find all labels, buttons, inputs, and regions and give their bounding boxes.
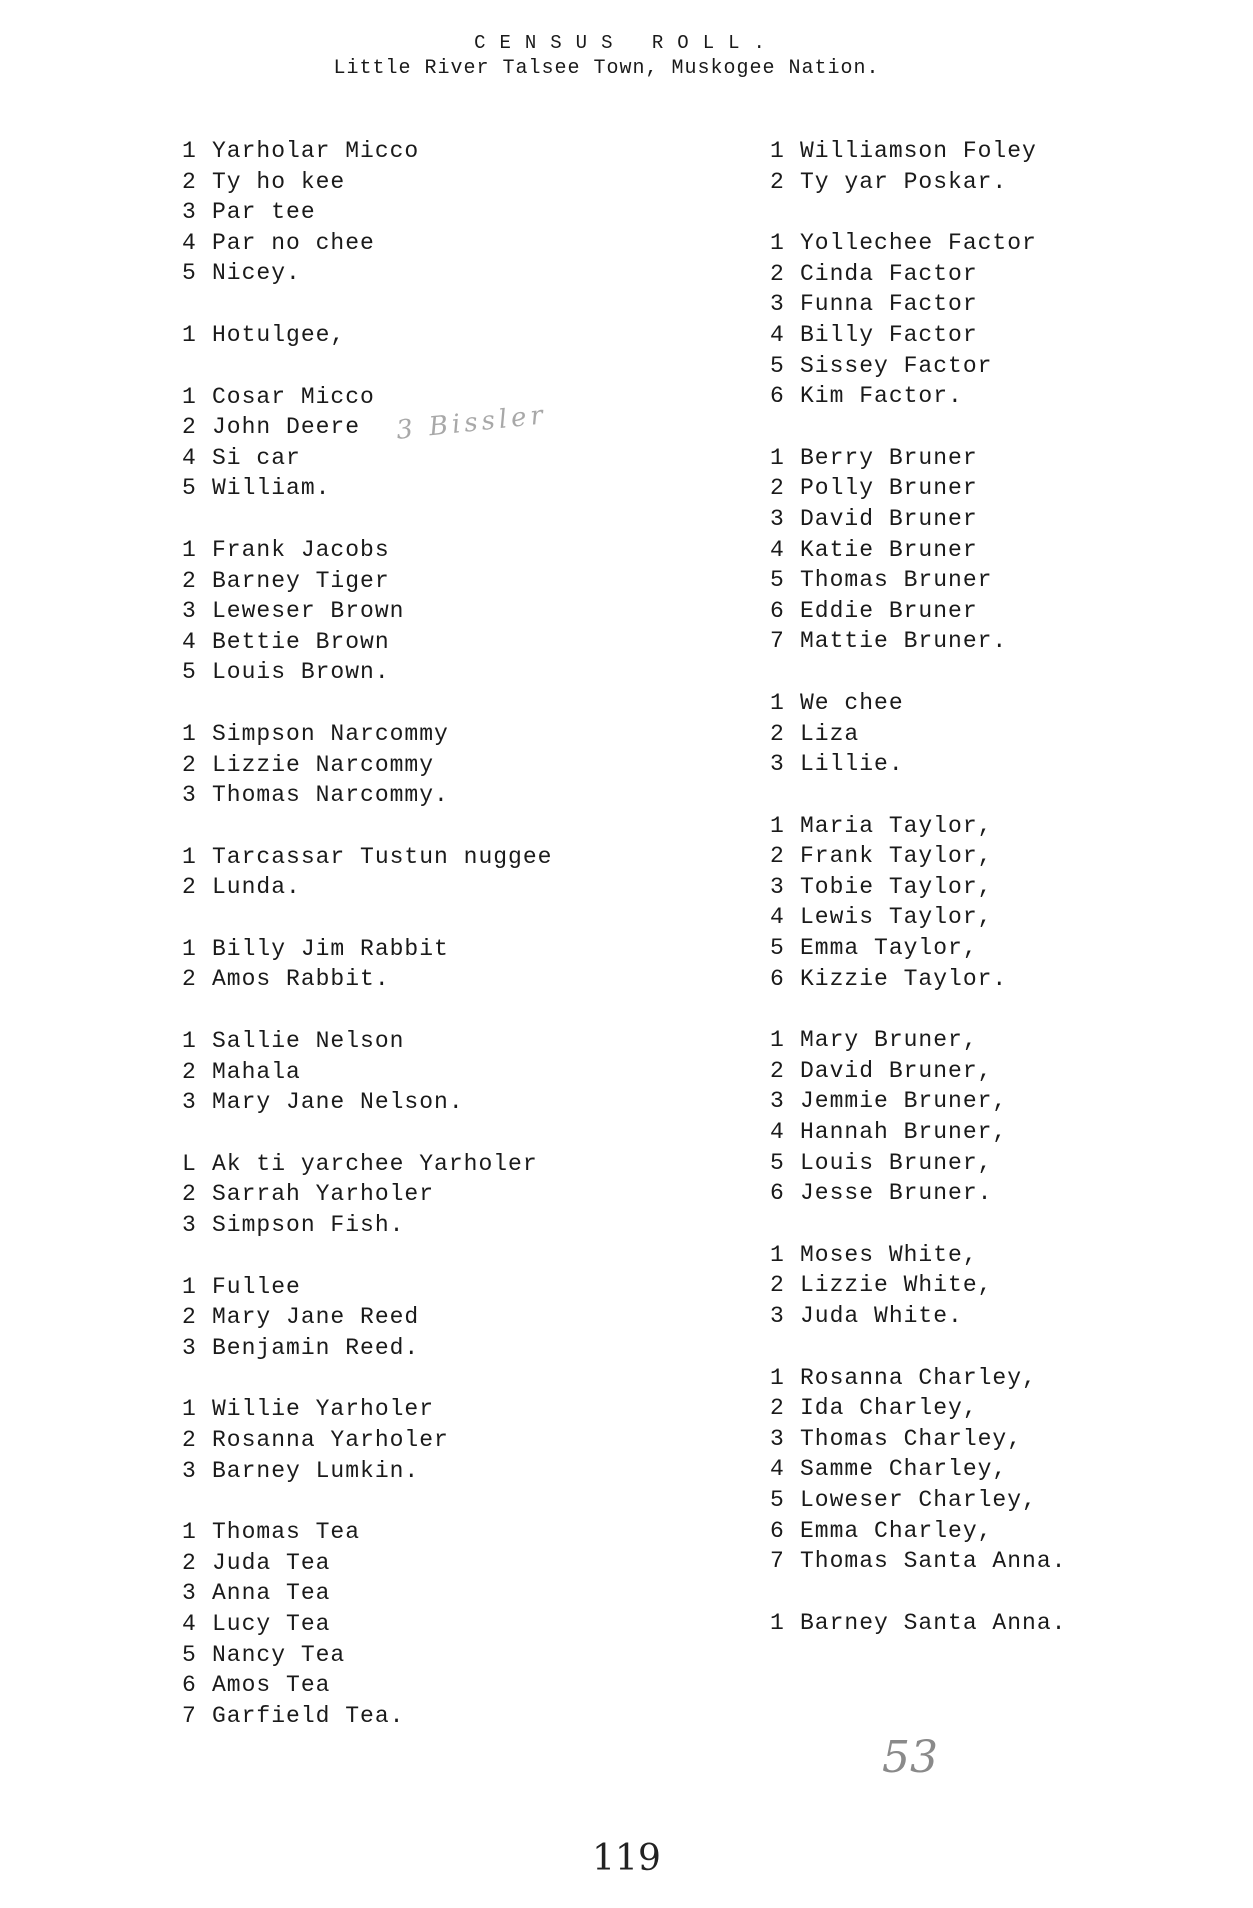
entry-name: Louis Brown. xyxy=(212,659,390,686)
entry-name: Ty yar Poskar. xyxy=(800,168,1008,195)
entry-name: Billy Factor xyxy=(800,321,978,348)
entry-name: Thomas Santa Anna. xyxy=(800,1548,1067,1575)
census-entry xyxy=(770,1301,1240,1332)
census-entry xyxy=(770,1485,1240,1516)
family-group xyxy=(770,811,1240,995)
entry-number: 3 xyxy=(770,1088,785,1115)
entry-name: Amos Rabbit. xyxy=(212,966,390,993)
census-entry xyxy=(770,1178,1240,1209)
census-entry xyxy=(182,473,702,504)
entry-number: 2 xyxy=(770,1272,785,1299)
entry-name: Ty ho kee xyxy=(212,168,346,195)
census-entry xyxy=(182,228,702,259)
entry-name: William. xyxy=(212,475,331,502)
census-entry xyxy=(770,1270,1240,1301)
entry-number: 3 xyxy=(182,1089,197,1116)
entry-name: Bettie Brown xyxy=(212,628,390,655)
family-group xyxy=(770,136,1240,197)
family-group xyxy=(770,1608,1240,1639)
census-entry xyxy=(770,1056,1240,1087)
census-entry xyxy=(182,627,702,658)
census-entry xyxy=(770,688,1240,719)
right-column xyxy=(770,136,1240,1669)
census-entry xyxy=(182,1087,702,1118)
entry-number: 1 xyxy=(182,1519,197,1546)
family-group xyxy=(770,1025,1240,1209)
entry-name: Yarholar Micco xyxy=(212,138,420,164)
entry-number: 6 xyxy=(770,1517,785,1544)
entry-name: Cosar Micco xyxy=(212,383,375,410)
census-entry xyxy=(182,1548,702,1579)
census-entry xyxy=(182,1517,702,1548)
entry-number: 6 xyxy=(770,1180,785,1207)
entry-name: Mary Jane Reed xyxy=(212,1304,420,1331)
handwritten-number: 53 xyxy=(882,1732,938,1783)
entry-number: 5 xyxy=(182,659,197,686)
entry-name: Polly Bruner xyxy=(800,475,978,502)
census-entry xyxy=(770,167,1240,198)
entry-number: 1 xyxy=(770,689,785,716)
census-entry xyxy=(182,382,702,413)
census-entry xyxy=(182,1026,702,1057)
census-entry xyxy=(770,1546,1240,1577)
entry-name: Simpson Narcommy xyxy=(212,720,449,747)
census-entry xyxy=(770,964,1240,995)
census-entry xyxy=(770,565,1240,596)
entry-name: We chee xyxy=(800,689,904,716)
census-entry xyxy=(182,719,702,750)
entry-name: David Bruner xyxy=(800,505,978,532)
entry-name: Barney Lumkin. xyxy=(212,1457,420,1484)
entry-number: 1 xyxy=(770,812,785,839)
entry-name: Benjamin Reed. xyxy=(212,1334,420,1361)
census-entry xyxy=(770,811,1240,842)
census-entry xyxy=(182,197,702,228)
entry-number: 1 xyxy=(770,1364,785,1391)
entry-number: 1 xyxy=(770,1241,785,1268)
census-entry xyxy=(182,320,702,351)
census-entry xyxy=(770,535,1240,566)
entry-number: 1 xyxy=(182,843,197,870)
entry-number: 3 xyxy=(182,598,197,625)
entry-number: 3 xyxy=(182,199,197,226)
census-entry xyxy=(770,1240,1240,1271)
entry-name: Williamson Foley xyxy=(800,138,1037,164)
entry-number: 4 xyxy=(182,628,197,655)
census-entry xyxy=(182,1640,702,1671)
entry-number: 1 xyxy=(770,444,785,471)
entry-number: 1 xyxy=(182,935,197,962)
census-entry xyxy=(182,842,702,873)
entry-name: Ida Charley, xyxy=(800,1395,978,1422)
entry-name: Maria Taylor, xyxy=(800,812,993,839)
census-entry xyxy=(182,1425,702,1456)
entry-number: 5 xyxy=(182,1641,197,1668)
census-entry xyxy=(182,167,702,198)
census-entry xyxy=(770,1424,1240,1455)
entry-name: Frank Taylor, xyxy=(800,843,993,870)
entry-name: Mattie Bruner. xyxy=(800,628,1008,655)
entry-name: Lillie. xyxy=(800,751,904,778)
entry-name: Yollechee Factor xyxy=(800,230,1037,257)
entry-number: 6 xyxy=(770,597,785,624)
entry-name: David Bruner, xyxy=(800,1057,993,1084)
entry-name: Par no chee xyxy=(212,229,375,256)
entry-number: 6 xyxy=(770,383,785,410)
family-group xyxy=(182,1026,702,1118)
entry-name: Barney Santa Anna. xyxy=(800,1609,1067,1636)
entry-number: 3 xyxy=(182,782,197,809)
census-entry xyxy=(770,1516,1240,1547)
left-column xyxy=(182,136,702,1762)
census-entry xyxy=(182,1670,702,1701)
page-title: CENSUS ROLL. xyxy=(474,32,779,54)
entry-number: 1 xyxy=(770,138,785,164)
census-entry xyxy=(770,351,1240,382)
family-group xyxy=(182,1149,702,1241)
census-entry xyxy=(182,1302,702,1333)
census-entry xyxy=(182,964,702,995)
entry-number: 2 xyxy=(182,1549,197,1576)
handwritten-note: 3 Bissler xyxy=(394,400,549,446)
entry-name: Si car xyxy=(212,444,301,471)
entry-name: Louis Bruner, xyxy=(800,1149,993,1176)
entry-name: Simpson Fish. xyxy=(212,1212,405,1239)
family-group xyxy=(182,934,702,995)
entry-number: 2 xyxy=(182,168,197,195)
census-entry xyxy=(182,1149,702,1180)
entry-number: 3 xyxy=(770,1425,785,1452)
census-entry xyxy=(182,258,702,289)
entry-number: 3 xyxy=(182,1334,197,1361)
census-entry xyxy=(770,504,1240,535)
entry-name: Cinda Factor xyxy=(800,260,978,287)
census-entry xyxy=(182,750,702,781)
entry-name: Frank Jacobs xyxy=(212,536,390,563)
entry-number: 5 xyxy=(770,1486,785,1513)
census-entry xyxy=(182,1272,702,1303)
entry-name: Juda White. xyxy=(800,1303,963,1329)
entry-number: 4 xyxy=(770,1456,785,1483)
entry-name: Berry Bruner xyxy=(800,444,978,471)
entry-number: 2 xyxy=(182,1058,197,1085)
census-entry xyxy=(182,1701,702,1732)
page-number: 119 xyxy=(592,1838,661,1879)
census-entry xyxy=(770,1363,1240,1394)
entry-name: Thomas Bruner xyxy=(800,567,993,594)
entry-name: Fullee xyxy=(212,1273,301,1300)
census-entry xyxy=(770,1608,1240,1639)
entry-name: Juda Tea xyxy=(212,1549,331,1576)
family-group xyxy=(770,443,1240,657)
entry-number: 1 xyxy=(182,720,197,747)
entry-name: Jemmie Bruner, xyxy=(800,1088,1008,1115)
entry-name: Anna Tea xyxy=(212,1580,331,1607)
entry-name: Kizzie Taylor. xyxy=(800,965,1008,992)
census-entry xyxy=(770,933,1240,964)
family-group xyxy=(182,1272,702,1364)
census-entry xyxy=(182,596,702,627)
entry-name: Amos Tea xyxy=(212,1672,331,1699)
entry-name: Hannah Bruner, xyxy=(800,1119,1008,1146)
entry-number: 5 xyxy=(770,567,785,594)
entry-number: 1 xyxy=(182,1396,197,1423)
entry-number: 2 xyxy=(770,475,785,502)
entry-number: 5 xyxy=(770,935,785,962)
census-entry xyxy=(770,136,1240,167)
page-header xyxy=(0,30,1253,82)
entry-name: Barney Tiger xyxy=(212,567,390,594)
entry-name: Thomas Tea xyxy=(212,1519,361,1546)
entry-number: 1 xyxy=(770,1609,785,1636)
entry-name: Hotulgee, xyxy=(212,321,346,348)
census-entry xyxy=(770,1393,1240,1424)
entry-number: 2 xyxy=(770,168,785,195)
entry-number: 7 xyxy=(182,1702,197,1729)
census-entry xyxy=(770,381,1240,412)
family-group xyxy=(182,320,702,351)
page-subtitle: Little River Talsee Town, Muskogee Nation. xyxy=(333,57,880,80)
entry-number: 4 xyxy=(182,229,197,256)
entry-number: 4 xyxy=(770,536,785,563)
family-group xyxy=(182,1517,702,1731)
entry-name: Emma Taylor, xyxy=(800,935,978,962)
census-entry xyxy=(182,1609,702,1640)
family-group xyxy=(770,1240,1240,1332)
census-entry xyxy=(182,566,702,597)
entry-number: 1 xyxy=(182,138,197,164)
census-entry xyxy=(770,443,1240,474)
entry-name: Funna Factor xyxy=(800,291,978,318)
family-group xyxy=(182,382,702,504)
entry-number: L xyxy=(182,1150,197,1177)
census-entry xyxy=(770,749,1240,780)
census-entry xyxy=(182,780,702,811)
entry-number: 4 xyxy=(182,1610,197,1637)
family-group xyxy=(182,136,702,289)
family-group xyxy=(182,842,702,903)
entry-number: 4 xyxy=(770,321,785,348)
entry-name: Tobie Taylor, xyxy=(800,873,993,900)
entry-number: 2 xyxy=(182,567,197,594)
entry-number: 2 xyxy=(770,843,785,870)
census-entry xyxy=(182,1210,702,1241)
entry-name: Tarcassar Tustun nuggee xyxy=(212,843,553,870)
entry-name: Rosanna Charley, xyxy=(800,1364,1037,1391)
census-entry xyxy=(182,136,702,167)
entry-name: Sallie Nelson xyxy=(212,1028,405,1055)
census-entry xyxy=(770,1025,1240,1056)
entry-number: 1 xyxy=(182,383,197,410)
entry-name: Loweser Charley, xyxy=(800,1486,1037,1513)
entry-name: Mary Bruner, xyxy=(800,1027,978,1054)
entry-name: Nicey. xyxy=(212,260,301,287)
census-entry xyxy=(770,596,1240,627)
census-entry xyxy=(770,473,1240,504)
census-entry xyxy=(770,259,1240,290)
entry-number: 4 xyxy=(770,904,785,931)
census-entry xyxy=(182,1456,702,1487)
entry-number: 2 xyxy=(182,1181,197,1208)
entry-number: 2 xyxy=(182,1304,197,1331)
entry-name: Lizzie Narcommy xyxy=(212,751,435,778)
census-entry xyxy=(770,228,1240,259)
entry-number: 2 xyxy=(770,1057,785,1084)
entry-number: 3 xyxy=(182,1457,197,1484)
census-entry xyxy=(770,1117,1240,1148)
entry-name: Thomas Narcommy. xyxy=(212,782,449,809)
entry-number: 1 xyxy=(182,321,197,348)
entry-number: 3 xyxy=(770,291,785,318)
entry-name: Katie Bruner xyxy=(800,536,978,563)
entry-name: Jesse Bruner. xyxy=(800,1180,993,1207)
entry-name: Sarrah Yarholer xyxy=(212,1181,435,1208)
entry-number: 5 xyxy=(770,352,785,379)
census-entry xyxy=(770,320,1240,351)
entry-name: Rosanna Yarholer xyxy=(212,1427,449,1453)
family-group xyxy=(770,228,1240,412)
entry-name: Eddie Bruner xyxy=(800,597,978,624)
census-entry xyxy=(182,443,702,474)
entry-name: Moses White, xyxy=(800,1241,978,1268)
entry-number: 1 xyxy=(770,1027,785,1054)
census-entry xyxy=(182,872,702,903)
entry-number: 5 xyxy=(182,475,197,502)
entry-number: 2 xyxy=(770,1395,785,1422)
entry-number: 2 xyxy=(182,1427,197,1453)
entry-number: 2 xyxy=(182,874,197,901)
census-entry xyxy=(182,1179,702,1210)
family-group xyxy=(182,719,702,811)
entry-name: Mary Jane Nelson. xyxy=(212,1089,464,1116)
family-group xyxy=(770,1363,1240,1577)
entry-name: Lucy Tea xyxy=(212,1610,331,1637)
census-entry xyxy=(770,289,1240,320)
entry-number: 4 xyxy=(182,444,197,471)
census-entry xyxy=(770,872,1240,903)
entry-name: Willie Yarholer xyxy=(212,1396,435,1423)
entry-name: Lunda. xyxy=(212,874,301,901)
entry-name: Emma Charley, xyxy=(800,1517,993,1544)
entry-number: 1 xyxy=(182,536,197,563)
census-entry xyxy=(182,934,702,965)
entry-name: Mahala xyxy=(212,1058,301,1085)
census-entry xyxy=(182,535,702,566)
entry-number: 3 xyxy=(182,1580,197,1607)
entry-name: Liza xyxy=(800,720,860,747)
entry-number: 3 xyxy=(182,1212,197,1239)
entry-number: 3 xyxy=(770,873,785,900)
entry-name: Kim Factor. xyxy=(800,383,963,410)
entry-number: 3 xyxy=(770,505,785,532)
entry-number: 7 xyxy=(770,628,785,655)
entry-number: 6 xyxy=(182,1672,197,1699)
census-entry xyxy=(182,657,702,688)
entry-number: 3 xyxy=(770,1303,785,1329)
entry-number: 1 xyxy=(182,1028,197,1055)
census-entry xyxy=(770,841,1240,872)
entry-name: Garfield Tea. xyxy=(212,1702,405,1729)
census-entry xyxy=(770,719,1240,750)
entry-name: Nancy Tea xyxy=(212,1641,346,1668)
entry-name: Lizzie White, xyxy=(800,1272,993,1299)
census-entry xyxy=(770,1086,1240,1117)
entry-name: Leweser Brown xyxy=(212,598,405,625)
entry-number: 7 xyxy=(770,1548,785,1575)
entry-name: Lewis Taylor, xyxy=(800,904,993,931)
entry-number: 5 xyxy=(770,1149,785,1176)
entry-name: Thomas Charley, xyxy=(800,1425,1023,1452)
family-group xyxy=(770,688,1240,780)
census-entry xyxy=(770,902,1240,933)
entry-number: 5 xyxy=(182,260,197,287)
entry-number: 2 xyxy=(182,966,197,993)
census-entry xyxy=(770,1148,1240,1179)
entry-number: 1 xyxy=(770,230,785,257)
entry-name: Ak ti yarchee Yarholer xyxy=(212,1150,538,1177)
entry-number: 6 xyxy=(770,965,785,992)
entry-name: Sissey Factor xyxy=(800,352,993,379)
census-entry xyxy=(182,1057,702,1088)
entry-number: 2 xyxy=(182,751,197,778)
entry-name: Samme Charley, xyxy=(800,1456,1008,1483)
entry-number: 4 xyxy=(770,1119,785,1146)
census-entry xyxy=(182,1394,702,1425)
entry-number: 1 xyxy=(182,1273,197,1300)
entry-number: 2 xyxy=(770,260,785,287)
entry-number: 2 xyxy=(182,414,197,441)
entry-name: Par tee xyxy=(212,199,316,226)
census-entry xyxy=(182,1333,702,1364)
census-entry xyxy=(770,1454,1240,1485)
entry-name: John Deere xyxy=(212,414,361,441)
family-group xyxy=(182,1394,702,1486)
entry-number: 2 xyxy=(770,720,785,747)
entry-number: 3 xyxy=(770,751,785,778)
census-entry xyxy=(770,626,1240,657)
census-entry xyxy=(182,1578,702,1609)
family-group xyxy=(182,535,702,688)
entry-name: Billy Jim Rabbit xyxy=(212,935,449,962)
